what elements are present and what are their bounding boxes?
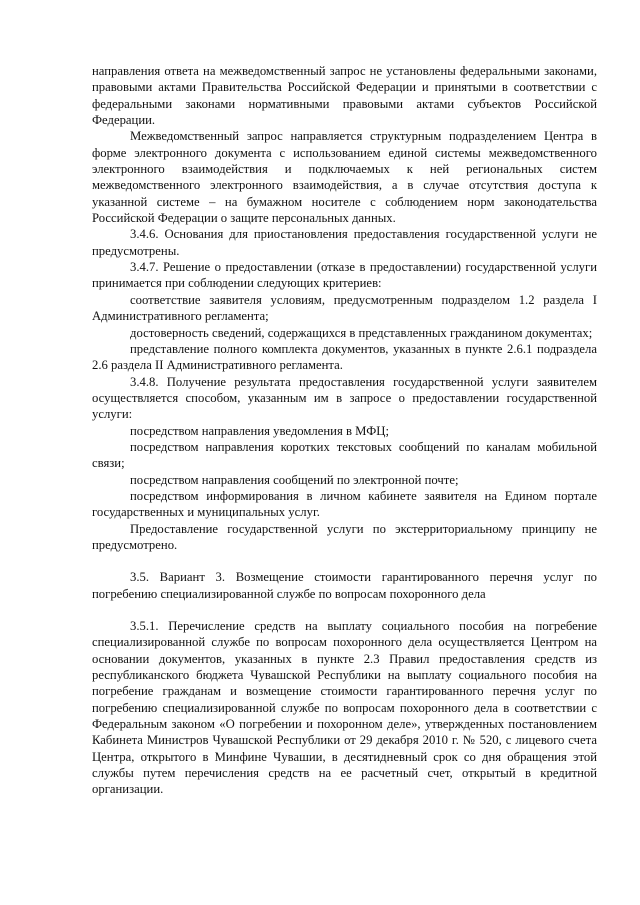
- paragraph-3-4-7: 3.4.7. Решение о предоставлении (отказе в предоставлении) государственной услуги принимается при соблюдении следующих критериев:: [92, 260, 597, 291]
- list-item: посредством направления коротких текстовых сообщений по каналам мобильной связи;: [92, 439, 597, 471]
- section-heading-3-5: 3.5. Вариант 3. Возмещение стоимости гарантированного перечня услуг по погребению специализированной службе по вопросам похоронного дела: [92, 570, 597, 601]
- paragraph: Межведомственный запрос направляется структурным подразделением Центра в форме электронного документа с использованием единой системы межведомственного электронного взаимодействия и подключаемых к ней региональных систем межведомственного электронного взаимодействия, а в случае отсутствия доступа к указанной системе – на бумажном носителе с соблюдением норм законодательства Российской Федерации о защите персональных данных.: [92, 129, 597, 226]
- list-item: посредством направления уведомления в МФЦ;: [130, 423, 389, 438]
- list-item: посредством информирования в личном кабинете заявителя на Едином портале государственных и муниципальных услуг.: [92, 488, 597, 520]
- paragraph-3-4-8: 3.4.8. Получение результата предоставления государственной услуги заявителем осуществляется способом, указанным им в запросе о предоставлении государственной услуги:: [92, 374, 597, 422]
- paragraph-3-5-1: 3.5.1. Перечисление средств на выплату социального пособия на погребение специализированной службе по вопросам похоронного дела осуществляется Центром на основании документов, указанных в пункте 2.3 Правил предоставления средств из республиканского бюджета Чувашской Республики на выплату социального пособия на погребение гражданам и возмещение стоимости гарантированного перечня услуг по погребению специализированной службе по вопросам похоронного дела в соответствии с Федеральным законом «О погребении и похоронном деле», утвержденных постановлением Кабинета Министров Чувашской Республики от 29 декабря 2010 г. № 520, с лицевого счета Центра, открытого в Минфине Чувашии, в десятидневный срок со дня обращения этой службы путем перечисления средств на ее расчетный счет, открытый в кредитной организации.: [92, 619, 597, 797]
- paragraph-3-4-6: 3.4.6. Основания для приостановления предоставления государственной услуги не предусмотрены.: [92, 227, 597, 258]
- paragraph: Предоставление государственной услуги по экстерриториальному принципу не предусмотрено.: [92, 521, 597, 552]
- list-item: достоверность сведений, содержащихся в представленных гражданином документах;: [130, 325, 593, 340]
- list-item: соответствие заявителя условиям, предусмотренным подразделом 1.2 раздела I Административного регламента;: [92, 292, 597, 324]
- document-page: [92, 63, 597, 798]
- paragraph: направления ответа на межведомственный запрос не установлены федеральными законами, правовыми актами Правительства Российской Федерации и принятыми в соответствии с федеральными законами нормативными правовыми актами субъектов Российской Федерации.: [92, 64, 597, 128]
- list-item: представление полного комплекта документов, указанных в пункте 2.6.1 подраздела 2.6 раздела II Административного регламента.: [92, 341, 597, 373]
- list-item: посредством направления сообщений по электронной почте;: [130, 472, 459, 487]
